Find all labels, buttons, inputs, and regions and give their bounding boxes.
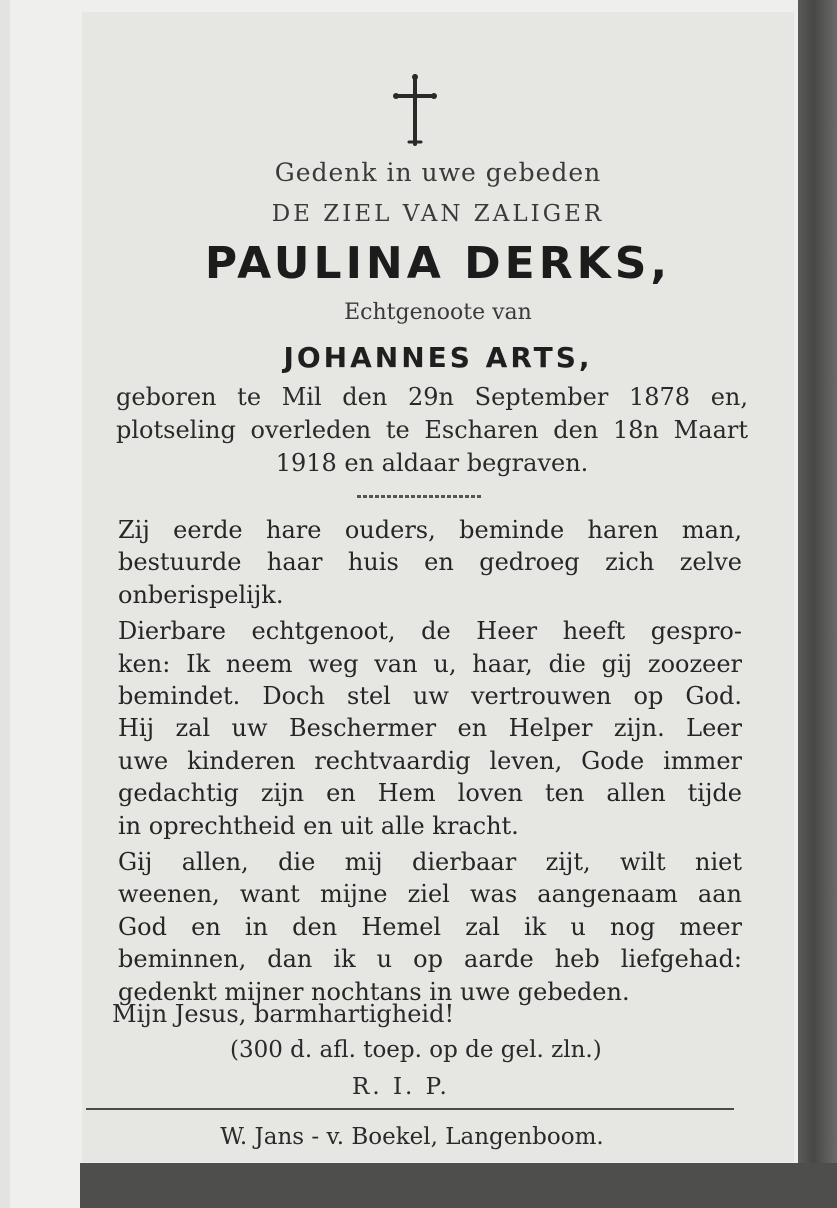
text-line: ken: Ik neem weg van u, haar, die gij zoozeer <box>118 649 742 678</box>
paragraph-spouse-address <box>84 615 742 842</box>
death-line: plotseling overleden te Escharen den 18n Maart <box>116 416 748 444</box>
text-line: uwe kinderen rechtvaardig leven, Gode immer <box>118 746 742 775</box>
latin-cross-icon <box>393 74 437 146</box>
text-line: in oprechtheid en uit alle kracht. <box>118 811 519 840</box>
text-line: bemindet. Doch stel uw vertrouwen op God. <box>118 682 742 711</box>
memorial-card <box>82 12 794 1162</box>
spouse-label: Echtgenoote van <box>344 300 532 325</box>
text-line: Hij zal uw Beschermer en Helper zijn. Leer <box>118 714 742 743</box>
printer-imprint: W. Jans - v. Boekel, Langenboom. <box>220 1124 604 1150</box>
text-line: beminnen, dan ik u op aarde heb liefgehad: <box>118 945 742 974</box>
scan-dark-edge-bottom <box>80 1163 837 1208</box>
memorial-body <box>84 514 742 1008</box>
paragraph-virtues <box>84 514 742 611</box>
birth-death-text <box>116 381 748 480</box>
text-line: bestuurde haar huis en gedroeg zich zelve <box>118 548 742 577</box>
burial-line: 1918 en aldaar begraven. <box>275 449 589 477</box>
text-line: Dierbare echtgenoot, de Heer heeft gespro- <box>118 617 742 646</box>
paragraph-farewell <box>84 846 742 1008</box>
birth-line: geboren te Mil den 29n September 1878 en, <box>116 383 748 411</box>
text-line: Zij eerde hare ouders, beminde haren man, <box>118 516 742 544</box>
deceased-name: PAULINA DERKS, <box>204 238 672 289</box>
closing-prayer: Mijn Jesus, barmhartigheid! <box>112 1000 455 1028</box>
rip-line: R. I. P. <box>352 1074 450 1100</box>
text-line: weenen, want mijne ziel was aangenaam aan <box>118 880 742 909</box>
ornamental-divider <box>357 495 483 498</box>
scan-left-margin <box>0 0 10 1208</box>
footer-rule <box>86 1108 734 1110</box>
text-line: Gij allen, die mij dierbaar zijt, wilt niet <box>118 848 742 877</box>
text-line: God en in den Hemel zal ik u nog meer <box>118 912 742 941</box>
soul-line: DE ZIEL VAN ZALIGER <box>271 201 605 227</box>
text-line: onberispelijk. <box>118 580 284 609</box>
husband-name: JOHANNES ARTS, <box>283 341 593 374</box>
scan-dark-edge-right <box>798 0 837 1208</box>
text-line: gedachtig zijn en Hem loven ten allen tijde <box>118 779 742 808</box>
pray-line: Gedenk in uwe gebeden <box>274 158 602 187</box>
text-line: gedenkt mijner nochtans in uwe gebeden. <box>118 977 630 1006</box>
indulgence-note: (300 d. afl. toep. op de gel. zln.) <box>230 1037 602 1063</box>
